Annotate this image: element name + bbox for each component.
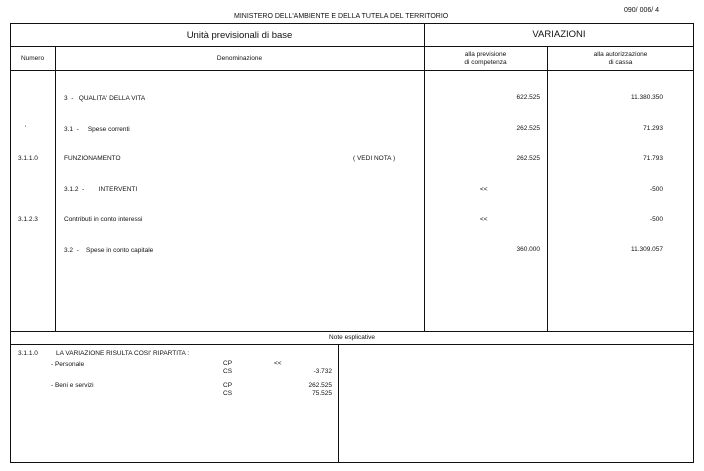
note-line-value: 75.525 bbox=[312, 390, 332, 397]
row-numero: ' bbox=[25, 125, 27, 132]
col-header-numero: Numero bbox=[20, 55, 45, 62]
notes-title: Note esplicative bbox=[329, 334, 375, 341]
column-header-divider bbox=[10, 70, 694, 71]
row-denominazione: 3.2 - Spese in conto capitale bbox=[64, 247, 154, 254]
row-competenza: 262.525 bbox=[516, 155, 540, 162]
note-line-value: -3.732 bbox=[313, 368, 332, 375]
header-divider bbox=[10, 46, 694, 47]
col-divider-numero bbox=[55, 46, 56, 332]
row-denominazione: Contributi in conto interessi bbox=[64, 216, 143, 223]
notes-column-divider bbox=[338, 344, 339, 463]
variazioni-title: VARIAZIONI bbox=[532, 29, 586, 40]
note-line-value: 262.525 bbox=[308, 382, 332, 389]
section-title: Unità previsionali di base bbox=[186, 30, 293, 41]
page-reference: 090/ 006/ 4 bbox=[624, 7, 660, 14]
row-denominazione: 3.1 - Spese correnti bbox=[64, 126, 130, 133]
row-denominazione: 3 - QUALITA' DELLA VITA bbox=[64, 95, 146, 102]
note-line-type: CP bbox=[223, 382, 233, 389]
row-competenza: 360.000 bbox=[516, 246, 540, 253]
col-divider-variazioni bbox=[424, 23, 425, 332]
note-item-label: - Personale bbox=[51, 361, 85, 368]
row-cassa: 71.793 bbox=[643, 155, 663, 162]
row-denominazione: FUNZIONAMENTO bbox=[64, 155, 121, 162]
row-cassa: -500 bbox=[649, 186, 663, 193]
note-line-type: CS bbox=[223, 390, 233, 397]
ministry-title: MINISTERO DELL'AMBIENTE E DELLA TUTELA DEL TERRITORIO bbox=[234, 13, 449, 20]
row-competenza: 262.525 bbox=[516, 125, 540, 132]
row-nota: ( VEDI NOTA ) bbox=[353, 155, 396, 162]
notes-header-divider bbox=[10, 344, 694, 345]
row-cassa: 11.380.350 bbox=[630, 94, 663, 101]
note-item-label: - Beni e servizi bbox=[51, 382, 94, 389]
note-line-type: CP bbox=[223, 360, 233, 367]
row-denominazione: 3.1.2 - INTERVENTI bbox=[64, 186, 138, 193]
row-cassa: 11.309.057 bbox=[630, 246, 663, 253]
row-numero: 3.1.2.3 bbox=[18, 216, 38, 223]
notes-heading: LA VARIAZIONE RISULTA COSI' RIPARTITA : bbox=[56, 350, 190, 357]
row-competenza: << bbox=[480, 216, 488, 223]
notes-code: 3.1.1.0 bbox=[18, 350, 38, 357]
note-line-type: CS bbox=[223, 368, 233, 375]
row-cassa: 71.293 bbox=[643, 125, 663, 132]
row-numero: 3.1.1.0 bbox=[18, 155, 38, 162]
row-competenza: << bbox=[480, 186, 488, 193]
row-cassa: -500 bbox=[649, 216, 663, 223]
col-header-cassa: alla autorizzazione di cassa bbox=[593, 51, 648, 66]
col-header-denominazione: Denominazione bbox=[216, 55, 263, 62]
note-line-value: << bbox=[274, 360, 282, 367]
row-competenza: 622.525 bbox=[516, 94, 540, 101]
col-header-competenza: alla previsione di competenza bbox=[464, 51, 507, 66]
